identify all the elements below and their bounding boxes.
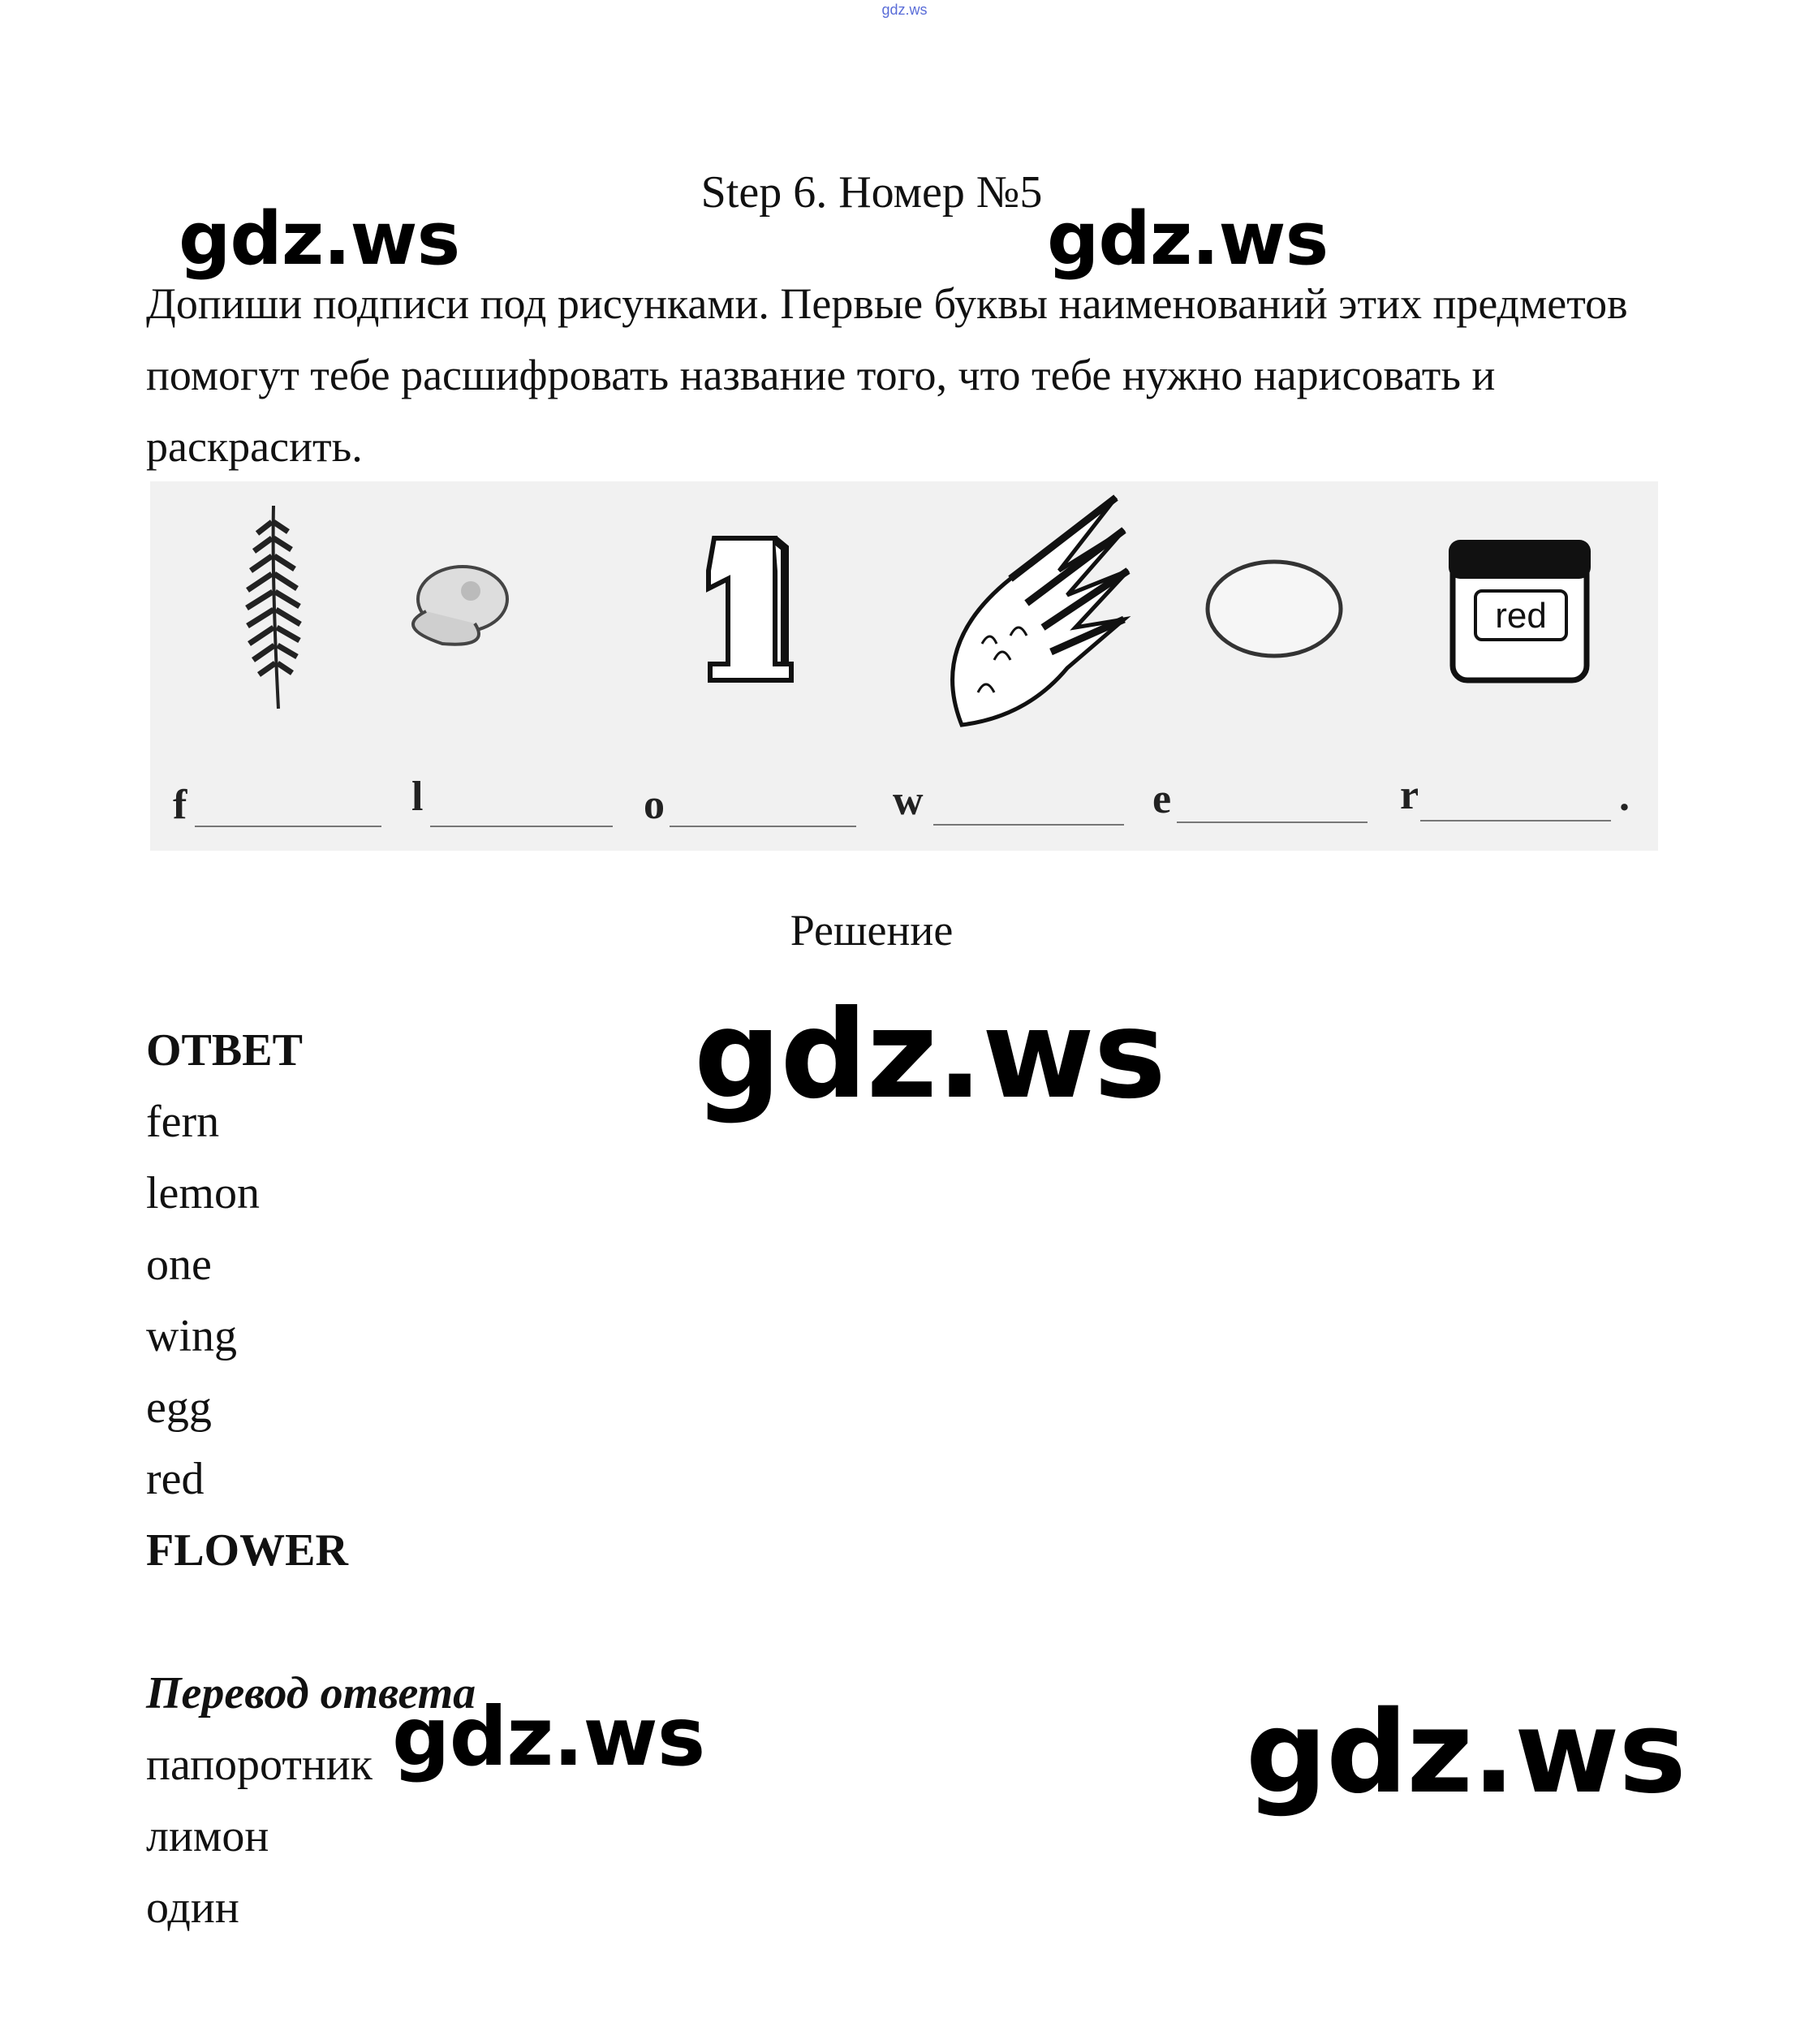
letter-e: e	[1152, 776, 1172, 822]
answer-word: red	[146, 1454, 205, 1504]
watermark: gdz.ws	[179, 196, 460, 282]
answer-heading: ОТВЕТ	[146, 1025, 303, 1076]
translation-word: лимон	[146, 1811, 269, 1861]
exercise-picture	[150, 481, 1658, 851]
solution-heading: Решение	[790, 906, 954, 955]
answer-word: fern	[146, 1097, 220, 1147]
answer-word: one	[146, 1240, 212, 1290]
wing-icon	[953, 498, 1128, 725]
translation-heading: Перевод ответа	[146, 1668, 476, 1718]
page-title: Step 6. Номер №5	[700, 167, 1043, 218]
answer-block	[146, 1015, 476, 1943]
jar-label: red	[1495, 596, 1547, 636]
letter-r: r	[1400, 772, 1419, 818]
watermark: gdz.ws	[694, 985, 1165, 1126]
letter-o: o	[644, 782, 665, 828]
number-one-icon	[709, 538, 791, 680]
letter-w: w	[893, 778, 924, 824]
lemon-icon	[413, 567, 507, 645]
fern-icon	[247, 506, 300, 709]
end-mark: .	[1619, 774, 1630, 820]
answer-word: lemon	[146, 1168, 260, 1218]
task-instruction: Допиши подписи под рисунками. Первые буквы наименований этих предметов помогут тебе расшифровать название того, что тебе нужно нарисовать и раскрасить.	[146, 279, 1628, 471]
translation-word: папоротник	[146, 1740, 373, 1790]
letter-f: f	[173, 782, 187, 828]
answer-word: wing	[146, 1311, 237, 1361]
watermark: gdz.ws	[392, 1689, 705, 1784]
translation-word: один	[146, 1882, 239, 1933]
paint-jar-icon	[1449, 540, 1591, 680]
watermark: gdz.ws	[1047, 196, 1329, 282]
answer-result: FLOWER	[146, 1525, 348, 1576]
egg-icon	[1208, 562, 1341, 656]
top-watermark: gdz.ws	[881, 2, 928, 18]
answer-word: egg	[146, 1382, 212, 1433]
letter-l: l	[411, 774, 424, 820]
watermark: gdz.ws	[1246, 1687, 1686, 1819]
